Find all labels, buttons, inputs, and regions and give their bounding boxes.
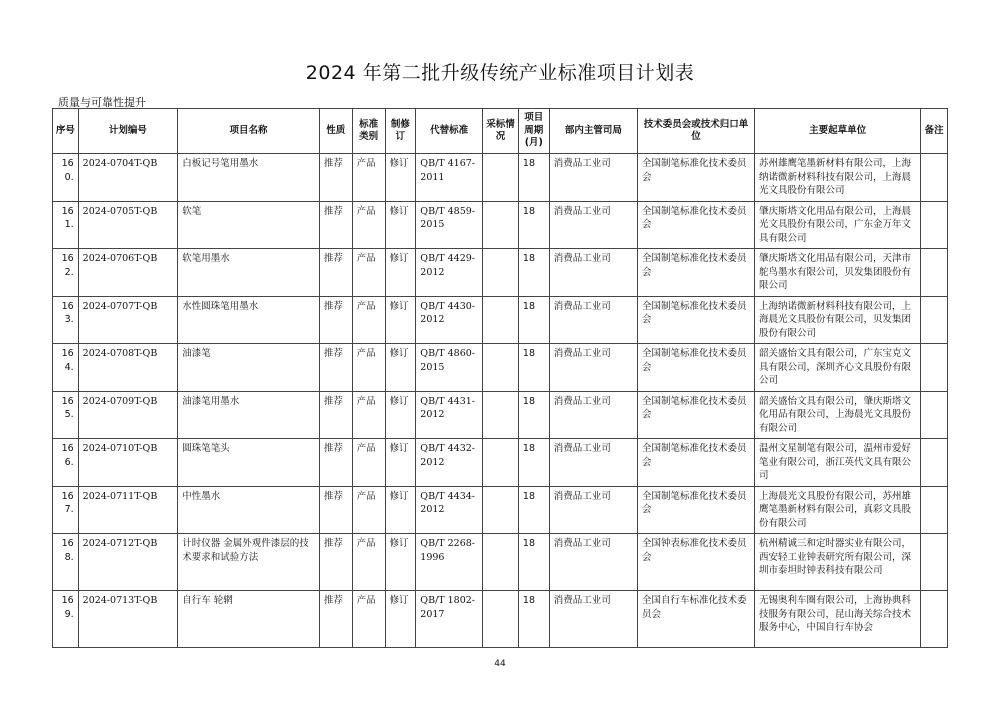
cell-department: 消费品工业司 (549, 201, 637, 249)
col-header-drafters: 主要起草单位 (754, 109, 920, 154)
cell-period: 18 (518, 249, 549, 297)
cell-committee: 全国制笔标准化技术委员会 (637, 391, 754, 439)
cell-replace-std: QB/T 4431-2012 (416, 391, 483, 439)
col-header-replace-std: 代替标准 (416, 109, 483, 154)
cell-drafters: 苏州雄鹰笔墨新材料有限公司，上海纳诺微新材料科技有限公司，上海晨光文具股份有限公司 (754, 154, 920, 202)
cell-adopt (483, 296, 519, 344)
cell-project-name: 自行车 轮辋 (178, 591, 320, 648)
cell-drafters: 上海晨光文具股份有限公司，苏州雄鹰笔墨新材料有限公司，真彩文具股份有限公司 (754, 486, 920, 534)
col-header-seq: 序号 (53, 109, 79, 154)
cell-replace-std: QB/T 4860-2015 (416, 344, 483, 392)
cell-drafters: 温州文星制笔有限公司，温州市爱好笔业有限公司，浙江英代文具有限公司 (754, 439, 920, 487)
cell-committee: 全国钟表标准化技术委员会 (637, 534, 754, 591)
cell-drafters: 无锡奥利车圈有限公司，上海协典科技服务有限公司，昆山海关综合技术服务中心，中国自行车协会 (754, 591, 920, 648)
cell-committee: 全国制笔标准化技术委员会 (637, 201, 754, 249)
cell-project-name: 油漆笔用墨水 (178, 391, 320, 439)
cell-seq: 161. (53, 201, 79, 249)
table-row (53, 201, 948, 249)
cell-nature: 推荐 (319, 344, 352, 392)
cell-replace-std: QB/T 4430-2012 (416, 296, 483, 344)
cell-department: 消费品工业司 (549, 391, 637, 439)
cell-drafters: 肇庆斯塔文化用品有限公司，上海晨光文具股份有限公司，广东金万年文具有限公司 (754, 201, 920, 249)
cell-seq: 165. (53, 391, 79, 439)
cell-plan-no: 2024-0709T-QB (78, 391, 178, 439)
cell-drafters: 上海纳诺微新材料科技有限公司，上海晨光文具股份有限公司，贝发集团股份有限公司 (754, 296, 920, 344)
cell-committee: 全国制笔标准化技术委员会 (637, 344, 754, 392)
cell-remark (921, 591, 948, 648)
cell-seq: 167. (53, 486, 79, 534)
table-row (53, 486, 948, 534)
col-header-project-name: 项目名称 (178, 109, 320, 154)
cell-seq: 164. (53, 344, 79, 392)
table-row (53, 439, 948, 487)
cell-department: 消费品工业司 (549, 296, 637, 344)
cell-seq: 163. (53, 296, 79, 344)
cell-plan-no: 2024-0706T-QB (78, 249, 178, 297)
table-row (53, 249, 948, 297)
cell-seq: 168. (53, 534, 79, 591)
cell-plan-no: 2024-0710T-QB (78, 439, 178, 487)
cell-nature: 推荐 (319, 201, 352, 249)
cell-project-name: 油漆笔 (178, 344, 320, 392)
cell-period: 18 (518, 296, 549, 344)
cell-nature: 推荐 (319, 296, 352, 344)
cell-seq: 162. (53, 249, 79, 297)
cell-committee: 全国制笔标准化技术委员会 (637, 154, 754, 202)
cell-plan-no: 2024-0705T-QB (78, 201, 178, 249)
table-row (53, 296, 948, 344)
cell-replace-std: QB/T 4434-2012 (416, 486, 483, 534)
cell-std-type: 产品 (352, 344, 385, 392)
cell-std-type: 产品 (352, 249, 385, 297)
table-row (53, 391, 948, 439)
cell-replace-std: QB/T 4859-2015 (416, 201, 483, 249)
cell-seq: 160. (53, 154, 79, 202)
cell-adopt (483, 249, 519, 297)
table-row (53, 344, 948, 392)
cell-plan-no: 2024-0711T-QB (78, 486, 178, 534)
cell-department: 消费品工业司 (549, 249, 637, 297)
cell-remark (921, 249, 948, 297)
cell-replace-std: QB/T 1802-2017 (416, 591, 483, 648)
cell-adopt (483, 486, 519, 534)
col-header-period: 项目周期(月) (518, 109, 549, 154)
cell-period: 18 (518, 154, 549, 202)
cell-std-type: 产品 (352, 591, 385, 648)
cell-replace-std: QB/T 4432-2012 (416, 439, 483, 487)
cell-period: 18 (518, 344, 549, 392)
cell-remark (921, 154, 948, 202)
cell-nature: 推荐 (319, 591, 352, 648)
cell-department: 消费品工业司 (549, 591, 637, 648)
cell-committee: 全国制笔标准化技术委员会 (637, 249, 754, 297)
cell-nature: 推荐 (319, 249, 352, 297)
cell-plan-no: 2024-0707T-QB (78, 296, 178, 344)
cell-project-name: 计时仪器 金属外观件漆层的技术要求和试验方法 (178, 534, 320, 591)
cell-nature: 推荐 (319, 486, 352, 534)
cell-period: 18 (518, 534, 549, 591)
cell-revise: 修订 (385, 296, 416, 344)
cell-remark (921, 201, 948, 249)
table-row (53, 154, 948, 202)
cell-adopt (483, 391, 519, 439)
cell-revise: 修订 (385, 154, 416, 202)
cell-plan-no: 2024-0708T-QB (78, 344, 178, 392)
cell-revise: 修订 (385, 534, 416, 591)
cell-drafters: 肇庆斯塔文化用品有限公司，天津市鸵鸟墨水有限公司，贝发集团股份有限公司 (754, 249, 920, 297)
cell-remark (921, 486, 948, 534)
cell-project-name: 软笔 (178, 201, 320, 249)
cell-drafters: 杭州精诚三和定时器实业有限公司，西安轻工业钟表研究所有限公司，深圳市泰坦时钟表科技有限公司 (754, 534, 920, 591)
cell-period: 18 (518, 486, 549, 534)
cell-remark (921, 534, 948, 591)
cell-department: 消费品工业司 (549, 344, 637, 392)
cell-project-name: 水性圆珠笔用墨水 (178, 296, 320, 344)
cell-std-type: 产品 (352, 296, 385, 344)
cell-seq: 166. (53, 439, 79, 487)
col-header-committee: 技术委员会或技术归口单位 (637, 109, 754, 154)
cell-revise: 修订 (385, 201, 416, 249)
cell-nature: 推荐 (319, 439, 352, 487)
cell-adopt (483, 154, 519, 202)
cell-replace-std: QB/T 4429-2012 (416, 249, 483, 297)
cell-std-type: 产品 (352, 201, 385, 249)
cell-period: 18 (518, 591, 549, 648)
cell-project-name: 白板记号笔用墨水 (178, 154, 320, 202)
cell-revise: 修订 (385, 249, 416, 297)
table-header-row (53, 109, 948, 154)
cell-revise: 修订 (385, 486, 416, 534)
cell-drafters: 韶关盛怡文具有限公司，广东宝克文具有限公司，深圳齐心文具股份有限公司 (754, 344, 920, 392)
cell-adopt (483, 591, 519, 648)
col-header-plan-no: 计划编号 (78, 109, 178, 154)
cell-department: 消费品工业司 (549, 486, 637, 534)
col-header-revise: 制修订 (385, 109, 416, 154)
cell-project-name: 圆珠笔笔头 (178, 439, 320, 487)
cell-committee: 全国制笔标准化技术委员会 (637, 296, 754, 344)
cell-std-type: 产品 (352, 154, 385, 202)
section-heading: 质量与可靠性提升 (58, 96, 146, 109)
cell-std-type: 产品 (352, 534, 385, 591)
standards-plan-table (52, 108, 948, 648)
cell-department: 消费品工业司 (549, 154, 637, 202)
cell-revise: 修订 (385, 344, 416, 392)
col-header-adopt: 采标情况 (483, 109, 519, 154)
cell-std-type: 产品 (352, 391, 385, 439)
cell-revise: 修订 (385, 391, 416, 439)
cell-replace-std: QB/T 2268-1996 (416, 534, 483, 591)
cell-project-name: 软笔用墨水 (178, 249, 320, 297)
cell-period: 18 (518, 391, 549, 439)
cell-project-name: 中性墨水 (178, 486, 320, 534)
cell-replace-std: QB/T 4167-2011 (416, 154, 483, 202)
col-header-nature: 性质 (319, 109, 352, 154)
cell-remark (921, 344, 948, 392)
cell-adopt (483, 534, 519, 591)
cell-plan-no: 2024-0704T-QB (78, 154, 178, 202)
col-header-remark: 备注 (921, 109, 948, 154)
cell-department: 消费品工业司 (549, 534, 637, 591)
cell-department: 消费品工业司 (549, 439, 637, 487)
cell-seq: 169. (53, 591, 79, 648)
col-header-std-type: 标准类别 (352, 109, 385, 154)
table-row (53, 591, 948, 648)
cell-std-type: 产品 (352, 439, 385, 487)
page-number: 44 (494, 659, 506, 669)
cell-committee: 全国制笔标准化技术委员会 (637, 439, 754, 487)
cell-std-type: 产品 (352, 486, 385, 534)
cell-remark (921, 296, 948, 344)
cell-nature: 推荐 (319, 534, 352, 591)
col-header-department: 部内主管司局 (549, 109, 637, 154)
cell-revise: 修订 (385, 439, 416, 487)
cell-committee: 全国制笔标准化技术委员会 (637, 486, 754, 534)
cell-revise: 修订 (385, 591, 416, 648)
cell-remark (921, 439, 948, 487)
cell-adopt (483, 201, 519, 249)
document-title: 2024 年第二批升级传统产业标准项目计划表 (305, 62, 695, 84)
cell-remark (921, 391, 948, 439)
cell-period: 18 (518, 439, 549, 487)
cell-adopt (483, 344, 519, 392)
cell-period: 18 (518, 201, 549, 249)
cell-nature: 推荐 (319, 391, 352, 439)
cell-drafters: 韶关盛怡文具有限公司，肇庆斯塔文化用品有限公司，上海晨光文具股份有限公司 (754, 391, 920, 439)
cell-nature: 推荐 (319, 154, 352, 202)
cell-plan-no: 2024-0713T-QB (78, 591, 178, 648)
cell-committee: 全国自行车标准化技术委员会 (637, 591, 754, 648)
table-row (53, 534, 948, 591)
cell-plan-no: 2024-0712T-QB (78, 534, 178, 591)
cell-adopt (483, 439, 519, 487)
